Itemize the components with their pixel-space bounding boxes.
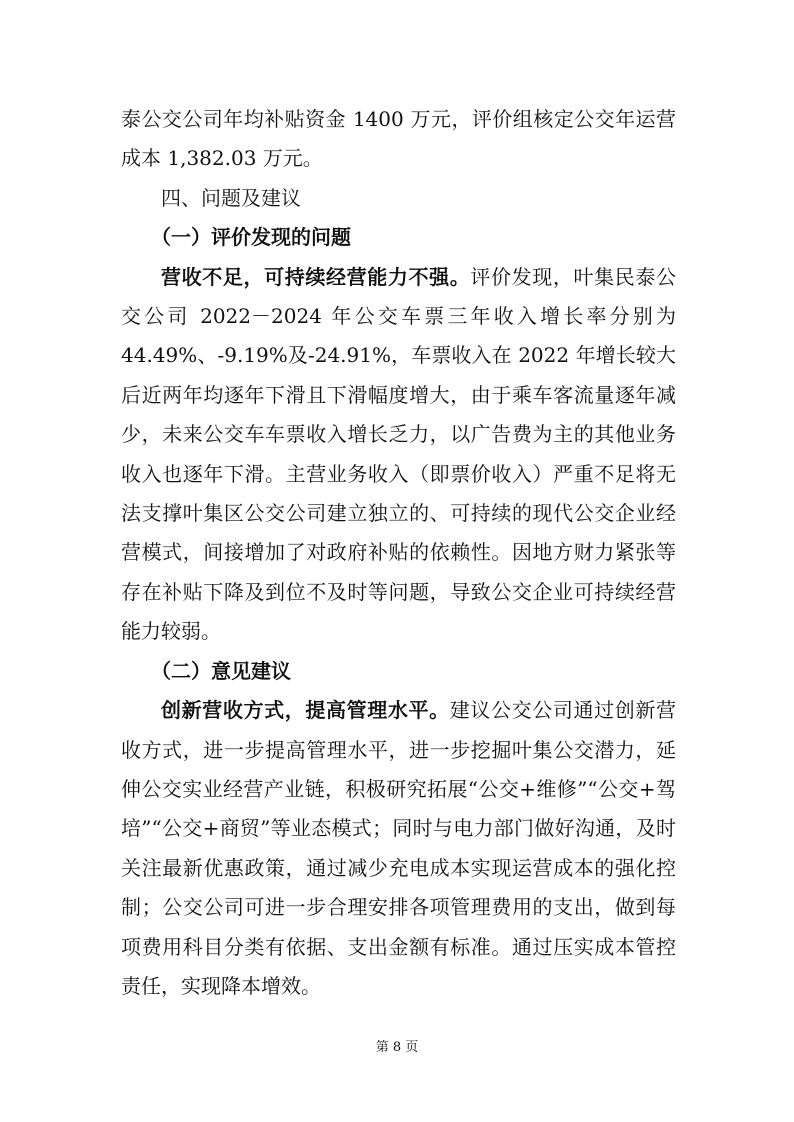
subsection-title: （二）意见建议 [151,658,291,683]
problem-lead: 营收不足，可持续经营能力不强。 [161,264,471,289]
problem-paragraph [121,258,676,652]
section-title: 四、问题及建议 [161,185,301,210]
subsection-title: （一）评价发现的问题 [151,225,351,250]
intro-paragraph [121,100,676,179]
section-heading-problems-suggestions [121,179,676,218]
suggestion-paragraph [121,691,676,1006]
problem-body: 评价发现，叶集民泰公交公司 2022－2024 年公交车票三年收入增长率分别为 44.49%、-9.19%及-24.91%，车票收入在 2022 年增长较大后近两年均逐年下滑且下滑幅度增大，由于乘车客流量逐年减少，未来公交车车票收入增长乏力，以广告费为主的其他业务收入也逐年下滑。主营业务收入（即票价收入）严重不足将无法支撑叶集区公交公司建立独立的、可持续的现代公交企业经营模式，间接增加了对政府补贴的依赖性。因地方财力紧张等存在补贴下降及到位不及时等问题，导致公交企业可持续经营能力较弱。 [121,264,676,644]
suggestion-body: 建议公交公司通过创新营收方式，进一步提高管理水平，进一步挖掘叶集公交潜力，延伸公交实业经营产业链，积极研究拓展“公交+维修”“公交+驾培”“公交+商贸”等业态模式；同时与电力部门做好沟通，及时关注最新优惠政策，通过减少充电成本实现运营成本的强化控制；公交公司可进一步合理安排各项管理费用的支出，做到每项费用科目分类有依据、支出金额有标准。通过压实成本管控责任，实现降本增效。 [121,698,676,998]
intro-text: 泰公交公司年均补贴资金 1400 万元，评价组核定公交年运营成本 1,382.03 万元。 [121,107,676,171]
document-body [121,100,676,1006]
suggestion-lead: 创新营收方式，提高管理水平。 [161,698,450,723]
subsection-heading-problems [121,218,676,257]
subsection-heading-suggestions [121,652,676,691]
page-number: 第 8 页 [375,1040,419,1055]
